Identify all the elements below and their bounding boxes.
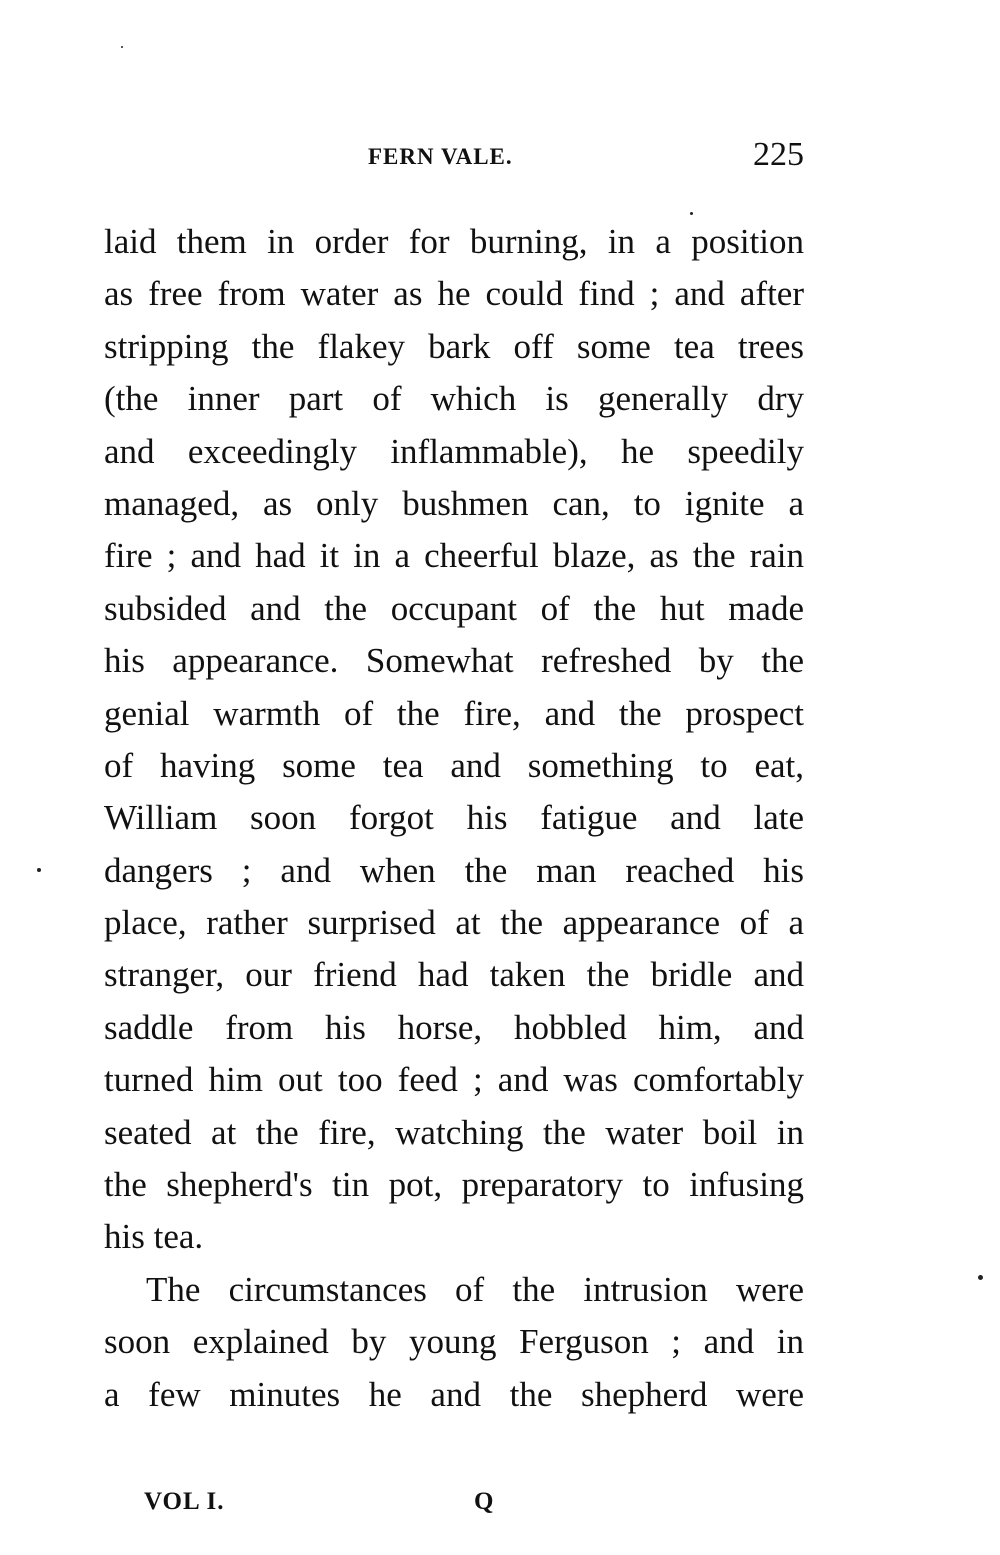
ink-speck (121, 46, 123, 48)
text-line: managed, as only bushmen can, to ignite a (104, 483, 804, 523)
ink-speck (690, 212, 693, 215)
text-line: place, rather surprised at the appearance of a (104, 903, 804, 943)
text-line: and exceedingly inflammable), he speedily (104, 431, 804, 471)
text-line: his appearance. Somewhat refreshed by the (104, 641, 804, 681)
text-line: seated at the fire, watching the water boil in (104, 1112, 804, 1152)
text-line: The circumstances of the intrusion were (146, 1269, 804, 1309)
text-line: a few minutes he and the shepherd were (104, 1374, 804, 1414)
ink-speck (37, 868, 41, 872)
text-line: William soon forgot his fatigue and late (104, 798, 804, 838)
text-line: genial warmth of the fire, and the prospect (104, 693, 804, 733)
page-footer (144, 1488, 544, 1528)
text-line: dangers ; and when the man reached his (104, 850, 804, 890)
text-line: of having some tea and something to eat, (104, 745, 804, 785)
running-head (104, 136, 804, 180)
text-line: his tea. (104, 1217, 204, 1257)
gathering-signature: Q (474, 1488, 494, 1515)
running-title: FERN VALE. (368, 144, 513, 169)
text-line: fire ; and had it in a cheerful blaze, as the rain (104, 536, 804, 576)
text-line: the shepherd's tin pot, preparatory to infusing (104, 1165, 804, 1205)
text-line: saddle from his horse, hobbled him, and (104, 1007, 804, 1047)
page-number: 225 (753, 136, 804, 173)
text-line: turned him out too feed ; and was comfortably (104, 1060, 804, 1100)
text-line: stripping the flakey bark off some tea trees (104, 326, 804, 366)
volume-signature: VOL I. (144, 1488, 225, 1515)
text-line: laid them in order for burning, in a position (104, 222, 804, 261)
text-line: soon explained by young Ferguson ; and in (104, 1322, 804, 1362)
body-text (104, 216, 804, 1421)
ink-speck (978, 1275, 983, 1280)
text-line: subsided and the occupant of the hut made (104, 588, 804, 628)
text-line: stranger, our friend had taken the bridle and (104, 955, 804, 995)
text-line: (the inner part of which is generally dry (104, 379, 804, 419)
text-line: as free from water as he could find ; and after (104, 274, 804, 314)
